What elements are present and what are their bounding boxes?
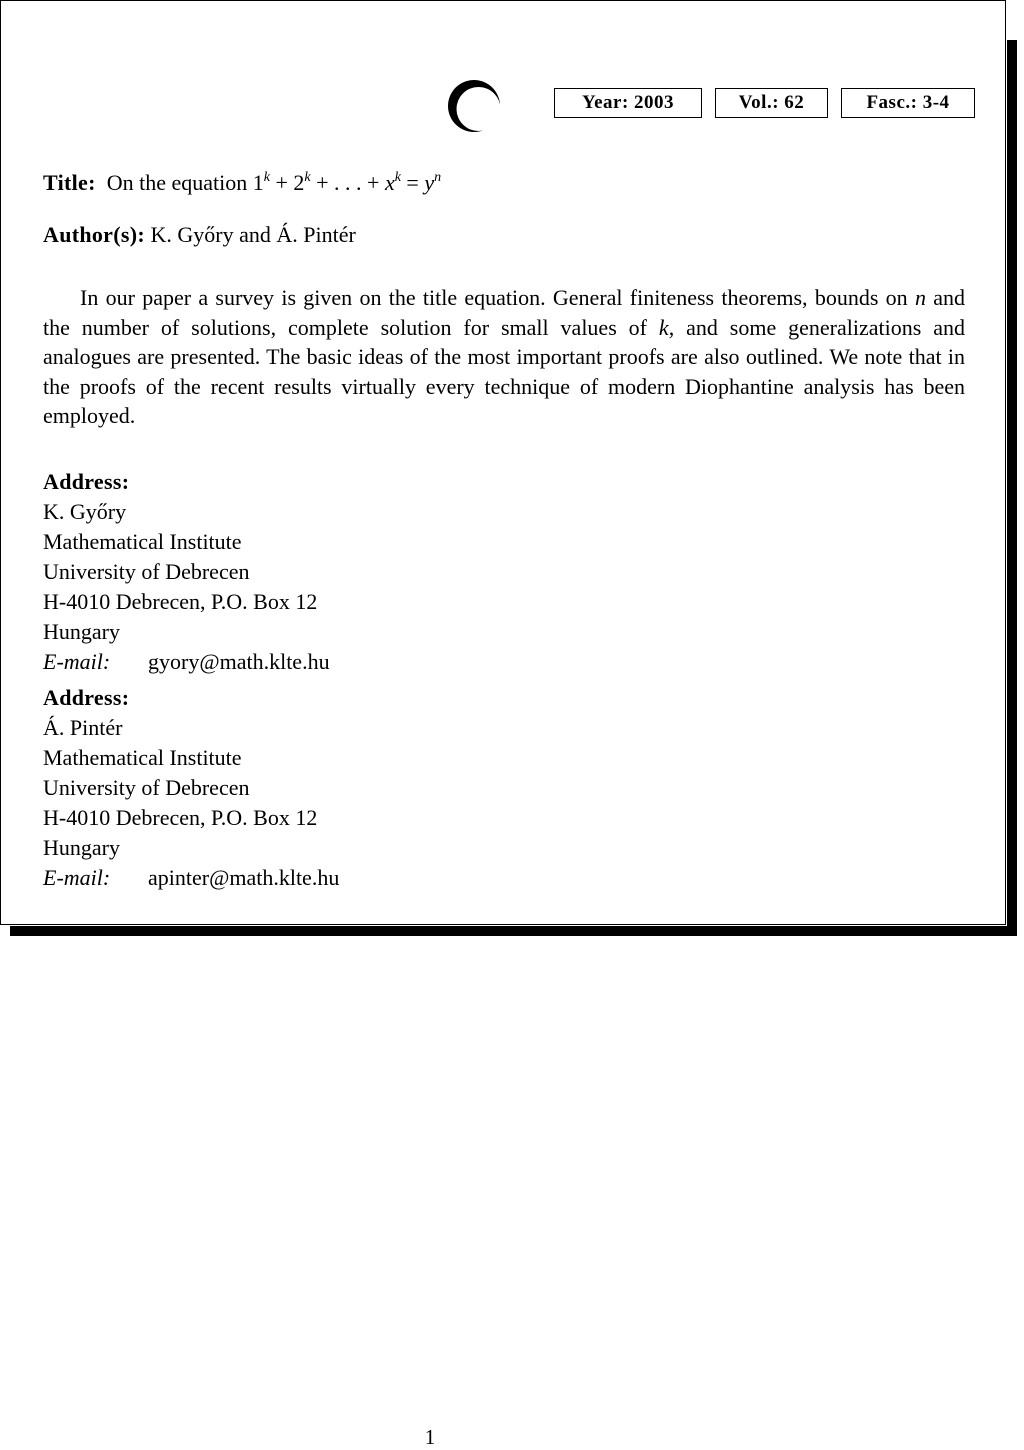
- address-line: H-4010 Debrecen, P.O. Box 12: [43, 589, 318, 614]
- email-label: E-mail:: [43, 865, 111, 890]
- address-line: H-4010 Debrecen, P.O. Box 12: [43, 805, 318, 830]
- email-row: [43, 863, 339, 893]
- address-block-pinter: [43, 683, 339, 893]
- abstract-paragraph: In our paper a survey is given on the title equation. General finiteness theorems, bounds on n and the number of solutions, complete solution for small values of k, and some generalizations and analogues are presented. The basic ideas of the most important proofs are also outlined. We note that in the proofs of the recent results virtually every technique of modern Diophantine analysis has been employed.: [43, 285, 965, 428]
- frame-shadow-bottom: [10, 926, 1017, 936]
- address-block-gyory: [43, 467, 330, 677]
- page-number: 1: [424, 1425, 436, 1449]
- journal-logo-icon: [446, 78, 502, 134]
- fascicle-badge: Fasc.: 3-4: [841, 88, 975, 118]
- authors-row: [43, 222, 356, 248]
- title-label: Title:: [43, 170, 96, 195]
- frame-shadow-right: [1007, 40, 1017, 936]
- title-text: On the equation: [106, 170, 248, 195]
- email-address: gyory@math.klte.hu: [148, 649, 330, 674]
- email-address: apinter@math.klte.hu: [148, 865, 340, 890]
- volume-badge: Vol.: 62: [715, 88, 828, 118]
- address-line: Mathematical Institute: [43, 529, 242, 554]
- address-line: Mathematical Institute: [43, 745, 242, 770]
- address-label: Address:: [43, 685, 130, 710]
- address-line: Hungary: [43, 619, 120, 644]
- address-name: Á. Pintér: [43, 715, 123, 740]
- address-name: K. Győry: [43, 499, 127, 524]
- address-label: Address:: [43, 469, 130, 494]
- authors-text: K. Győry and Á. Pintér: [150, 222, 356, 247]
- email-row: [43, 647, 330, 677]
- title-equation: 1$^k$ + 2$^k$ + . . . + $x^k = y^n$: [252, 170, 442, 195]
- year-badge: Year: 2003: [554, 88, 702, 118]
- address-line: University of Debrecen: [43, 775, 250, 800]
- authors-label: Author(s):: [43, 222, 145, 247]
- address-line: University of Debrecen: [43, 559, 250, 584]
- email-label: E-mail:: [43, 649, 111, 674]
- address-line: Hungary: [43, 835, 120, 860]
- title-row: [43, 170, 441, 196]
